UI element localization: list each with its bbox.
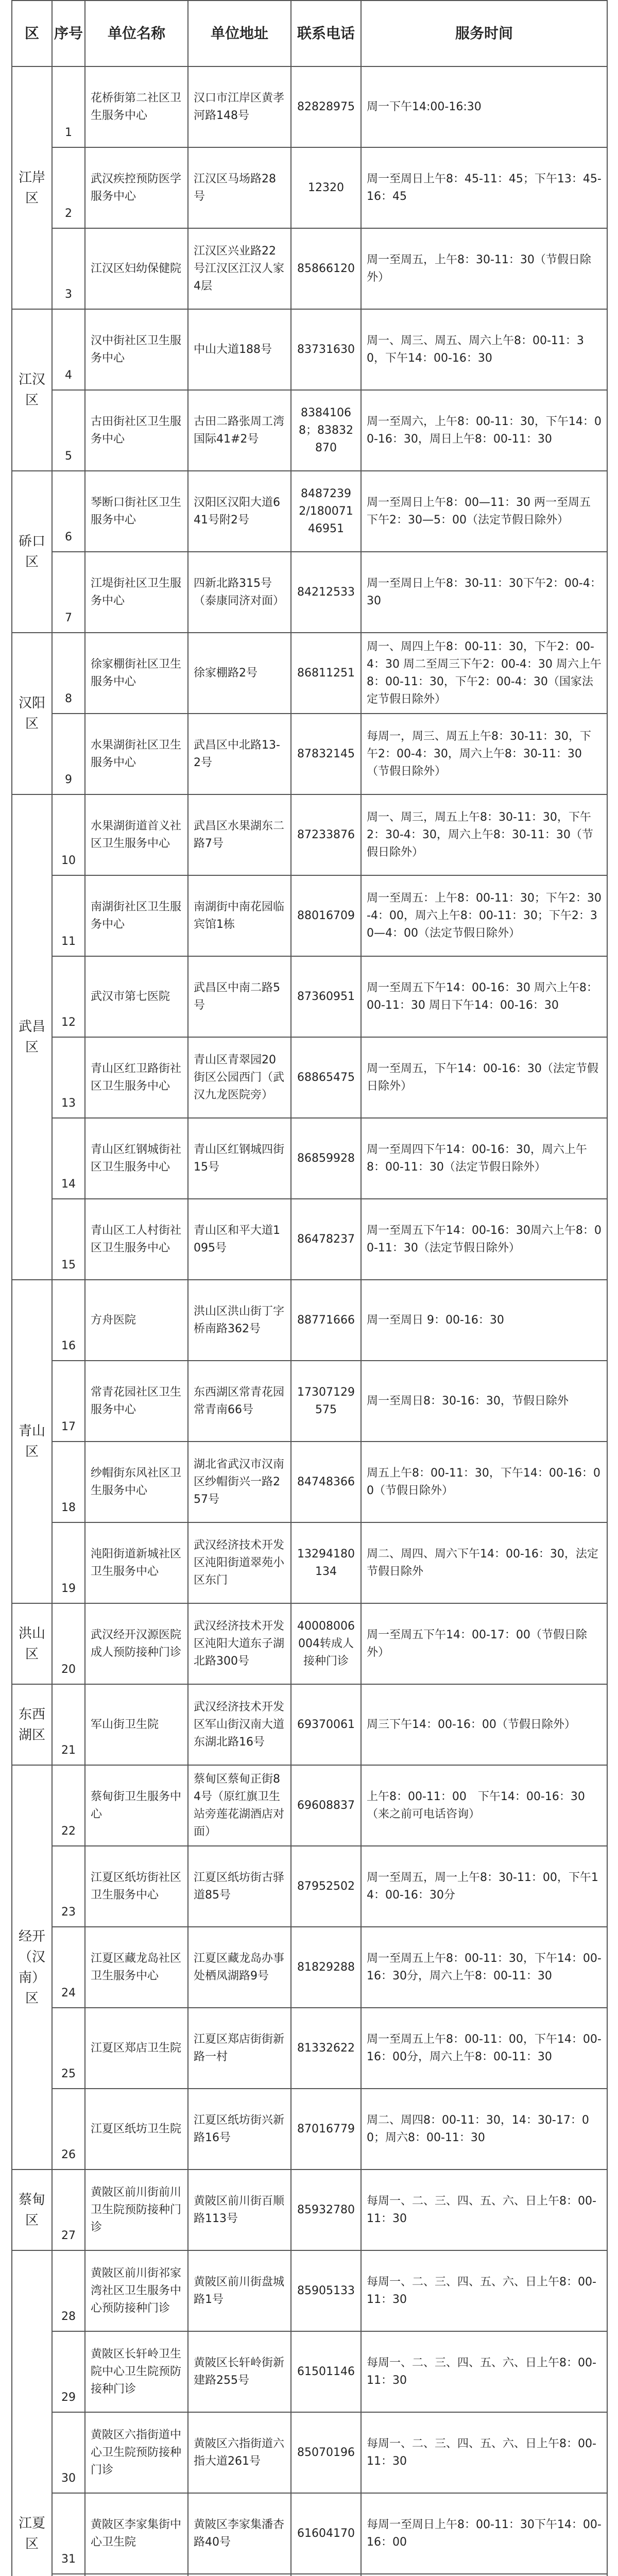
phone-number: 88016709 [291, 875, 361, 956]
service-time [361, 2574, 607, 2576]
row-number: 17 [52, 1361, 85, 1442]
service-time: 每周一、二、三、四、五、六、日上午8：00-11：30 [361, 2250, 607, 2331]
table-row [12, 1603, 607, 1684]
district-cell: 经开（汉南）区 [12, 1765, 52, 2170]
unit-address: 汉阳区汉阳大道641号附2号 [188, 471, 291, 552]
service-time: 周一至周五上午8：00-11：30，下午14：00-16：30分，周六上午8：00-11：30 [361, 1927, 607, 2008]
table-row [12, 1037, 607, 1118]
district-cell: 青山区 [12, 1280, 52, 1603]
table-row [12, 714, 607, 794]
row-number: 20 [52, 1603, 85, 1684]
service-time: 周一至周五，上午8：30-11：30（节假日除外） [361, 228, 607, 309]
unit-address: 汉口市江岸区黄孝河路148号 [188, 66, 291, 147]
row-number: 25 [52, 2008, 85, 2089]
table-row [12, 1280, 607, 1361]
row-number: 26 [52, 2089, 85, 2170]
unit-name: 徐家棚街社区卫生服务中心 [85, 633, 188, 714]
unit-address: 南湖街中南花园临宾馆1栋 [188, 875, 291, 956]
unit-name: 沌阳街道新城社区卫生服务中心 [85, 1522, 188, 1603]
unit-address: 黄陂区前川街百顺路113号 [188, 2170, 291, 2250]
phone-number: 83731630 [291, 309, 361, 390]
district-cell: 硚口区 [12, 471, 52, 633]
table-row [12, 1522, 607, 1603]
row-number: 6 [52, 471, 85, 552]
table-row [12, 1199, 607, 1280]
phone-number: 82828975 [291, 66, 361, 147]
table-row [12, 1927, 607, 2008]
service-time: 周一至周日8：30-16：30，节假日除外 [361, 1361, 607, 1442]
table-row [12, 2170, 607, 2250]
service-time: 每周一、二、三、四、五、六、日上午8：00-11：30 [361, 2170, 607, 2250]
unit-name: 江夏区郑店卫生院 [85, 2008, 188, 2089]
service-time: 每周一，周三、周五上午8：30-11：30，下午2：00-4：30，周六上午8：30-11：30（节假日除外） [361, 714, 607, 794]
phone-number: 86859928 [291, 1118, 361, 1199]
table-row [12, 2008, 607, 2089]
table-row [12, 552, 607, 633]
table-row [12, 1765, 607, 1846]
service-time: 周一至周日 9：00-16：30 [361, 1280, 607, 1361]
table-row [12, 1361, 607, 1442]
vaccination-sites-table [11, 0, 607, 2576]
row-number: 14 [52, 1118, 85, 1199]
unit-address: 古田二路张周工湾国际41#2号 [188, 390, 291, 471]
row-number: 28 [52, 2250, 85, 2331]
phone-number: 85866120 [291, 228, 361, 309]
table-row [12, 147, 607, 228]
unit-name: 纱帽街东风社区卫生服务中心 [85, 1442, 188, 1522]
unit-address: 江汉区马场路28号 [188, 147, 291, 228]
unit-address: 黄陂区前川街盘城路1号 [188, 2250, 291, 2331]
header-unit-name: 单位名称 [85, 1, 188, 66]
header-unit-address: 单位地址 [188, 1, 291, 66]
row-number: 19 [52, 1522, 85, 1603]
row-number: 8 [52, 633, 85, 714]
service-time: 周一至周五上午8：00-11：00，下午14：00-16：00分，周六上午8：00-11：30 [361, 2008, 607, 2089]
table-row [12, 794, 607, 875]
row-number: 27 [52, 2170, 85, 2250]
phone-number: 87360951 [291, 956, 361, 1037]
phone-number: 84872392/18007146951 [291, 471, 361, 552]
unit-address: 东西湖区常青花园常青南66号 [188, 1361, 291, 1442]
service-time: 周一至周四下午14：00-16：30，周六上午8：00-11：30（法定节假日除外） [361, 1118, 607, 1199]
row-number: 24 [52, 1927, 85, 2008]
service-time: 每周一、二、三、四、五、六、日上午8：00-11：30 [361, 2412, 607, 2493]
service-time: 每周一、二、三、四、五、六、日上午8：00-11：30 [361, 2331, 607, 2412]
unit-address: 江夏区纸坊街兴新路16号 [188, 2089, 291, 2170]
table-row [12, 390, 607, 471]
service-time: 周五上午8：00-11：30，下午14：00-16：00（节假日除外） [361, 1442, 607, 1522]
phone-number: 88771666 [291, 1280, 361, 1361]
unit-name: 方舟医院 [85, 1280, 188, 1361]
unit-name: 江夏区藏龙岛社区卫生服务中心 [85, 1927, 188, 2008]
unit-address: 武昌区中南二路5号 [188, 956, 291, 1037]
unit-name: 南湖街社区卫生服务中心 [85, 875, 188, 956]
unit-name: 黄陂区前川街前川卫生院预防接种门诊 [85, 2170, 188, 2250]
service-time: 周一至周日上午8：45-11：45；下午13：45-16：45 [361, 147, 607, 228]
unit-name: 黄陂区李家集街中心卫生院 [85, 2493, 188, 2574]
row-number: 3 [52, 228, 85, 309]
row-number: 2 [52, 147, 85, 228]
service-time: 周一至周日上午8：00—11：30 两一至周五下午2：30—5：00（法定节假日除外） [361, 471, 607, 552]
table-row [12, 956, 607, 1037]
unit-name: 青山区工人村街社区卫生服务中心 [85, 1199, 188, 1280]
unit-name: 蔡甸街卫生服务中心 [85, 1765, 188, 1846]
unit-name: 军山街卫生院 [85, 1684, 188, 1765]
unit-name: 黄陂区长轩岭卫生院中心卫生院预防接种门诊 [85, 2331, 188, 2412]
table-row [12, 1684, 607, 1765]
unit-address: 江汉区兴业路22号江汉区江汉人家4层 [188, 228, 291, 309]
phone-number: 85070196 [291, 2412, 361, 2493]
table-row [12, 2250, 607, 2331]
phone-number: 81829288 [291, 1927, 361, 2008]
phone-number: 17307129575 [291, 1361, 361, 1442]
phone-number: 87832145 [291, 714, 361, 794]
phone-number: 84748366 [291, 1442, 361, 1522]
phone-number: 81332622 [291, 2008, 361, 2089]
row-number: 23 [52, 1846, 85, 1927]
phone-number: 40008006004转成人接种门诊 [291, 1603, 361, 1684]
service-time: 周一至周日上午8：30-11：30下午2：00-4：30 [361, 552, 607, 633]
row-number: 15 [52, 1199, 85, 1280]
unit-address: 蔡甸区蔡甸正街84号（原红旗卫生站旁莲花湖酒店对面） [188, 1765, 291, 1846]
phone-number: 85905133 [291, 2250, 361, 2331]
unit-name [85, 2574, 188, 2576]
service-time: 周一至周五，周一上午8：30-11：00，下午14：00-16：30分 [361, 1846, 607, 1927]
header-district: 区 [12, 1, 52, 66]
table-row [12, 309, 607, 390]
header-row [12, 1, 607, 66]
service-time: 周一至周五下午14：00-17：00（节假日除外） [361, 1603, 607, 1684]
phone-number [291, 2574, 361, 2576]
phone-number: 87233876 [291, 794, 361, 875]
unit-name: 武汉市第七医院 [85, 956, 188, 1037]
service-time: 周二、周四、周六下午14：00-16：30，法定节假日除外 [361, 1522, 607, 1603]
unit-name: 水果湖街道首义社区卫生服务中心 [85, 794, 188, 875]
table-row [12, 1442, 607, 1522]
service-time: 周一至周六，上午8：00-11：30，下午14：00-16：30，周日上午8：00-11：30 [361, 390, 607, 471]
unit-address: 江夏区藏龙岛办事处栖凤湖路9号 [188, 1927, 291, 2008]
unit-name: 黄陂区六指街道中心卫生院预防接种门诊 [85, 2412, 188, 2493]
row-number: 7 [52, 552, 85, 633]
phone-number: 12320 [291, 147, 361, 228]
service-time: 周二、周四8：00-11：30，14：30-17：00；周六8：00-11：30 [361, 2089, 607, 2170]
district-cell: 汉阳区 [12, 633, 52, 794]
unit-address: 武昌区水果湖东二路7号 [188, 794, 291, 875]
phone-number: 87016779 [291, 2089, 361, 2170]
phone-number: 83841068；83832870 [291, 390, 361, 471]
unit-address: 青山区青翠园20街区公园西门（武汉九龙医院旁） [188, 1037, 291, 1118]
unit-address: 黄陂区长轩岭街新建路255号 [188, 2331, 291, 2412]
district-cell: 江岸区 [12, 66, 52, 309]
unit-address: 江夏区纸坊街古驿道85号 [188, 1846, 291, 1927]
unit-name: 常青花园社区卫生服务中心 [85, 1361, 188, 1442]
district-cell: 洪山区 [12, 1603, 52, 1684]
row-number: 21 [52, 1684, 85, 1765]
table-row [12, 2574, 607, 2576]
phone-number: 69608837 [291, 1765, 361, 1846]
unit-name: 琴断口街社区卫生服务中心 [85, 471, 188, 552]
service-time: 周一、周三，周五上午8：30-11：30，下午2：30-4：30，周六上午8：30-11：30（节假日除外） [361, 794, 607, 875]
row-number: 18 [52, 1442, 85, 1522]
phone-number: 85932780 [291, 2170, 361, 2250]
service-time: 周一至周五，下午14：00-16：30（法定节假日除外） [361, 1037, 607, 1118]
unit-address: 武昌区中北路13-2号 [188, 714, 291, 794]
unit-address: 洪山区洪山街丁字桥南路362号 [188, 1280, 291, 1361]
row-number: 22 [52, 1765, 85, 1846]
phone-number: 84212533 [291, 552, 361, 633]
phone-number: 87952502 [291, 1846, 361, 1927]
unit-address: 武汉经济技术开发区沌阳街道翠苑小区东门 [188, 1522, 291, 1603]
row-number: 30 [52, 2412, 85, 2493]
district-cell: 江夏区 [12, 2250, 52, 2576]
unit-address: 四新北路315号（泰康同济对面） [188, 552, 291, 633]
table-row [12, 2493, 607, 2574]
phone-number: 13294180134 [291, 1522, 361, 1603]
service-time: 每周一至周日上午8：00-11：30下午14：00-16：00 [361, 2493, 607, 2574]
unit-name: 江堤街社区卫生服务中心 [85, 552, 188, 633]
row-number: 9 [52, 714, 85, 794]
row-number [52, 2574, 85, 2576]
table-row [12, 2089, 607, 2170]
district-cell: 蔡甸区 [12, 2170, 52, 2250]
table-row [12, 66, 607, 147]
district-cell: 东西湖区 [12, 1684, 52, 1765]
unit-address [188, 2574, 291, 2576]
service-time: 周一、周四上午8：00-11：30，下午2：00-4：30 周二至周三下午2：00-4：30 周六上午8：00-11：30，下午2：00-4：30（国家法定节假日除外） [361, 633, 607, 714]
unit-name: 汉中街社区卫生服务中心 [85, 309, 188, 390]
table-row [12, 2412, 607, 2493]
table-row [12, 1118, 607, 1199]
service-time: 周一至周五：上午8：00-11：30；下午2：30-4：00，周六上午8：00-11：30；下午2：30—4：00（法定节假日除外） [361, 875, 607, 956]
row-number: 11 [52, 875, 85, 956]
unit-address: 武汉经济技术开发区沌阳大道东子湖北路300号 [188, 1603, 291, 1684]
unit-name: 江夏区纸坊街社区卫生服务中心 [85, 1846, 188, 1927]
unit-address: 徐家棚路2号 [188, 633, 291, 714]
table-row [12, 875, 607, 956]
unit-address: 中山大道188号 [188, 309, 291, 390]
unit-name: 武汉疾控预防医学服务中心 [85, 147, 188, 228]
unit-name: 青山区红钢城街社区卫生服务中心 [85, 1118, 188, 1199]
phone-number: 69370061 [291, 1684, 361, 1765]
table-row [12, 2331, 607, 2412]
header-service-time: 服务时间 [361, 1, 607, 66]
row-number: 12 [52, 956, 85, 1037]
table-row [12, 228, 607, 309]
phone-number: 86478237 [291, 1199, 361, 1280]
unit-name: 花桥街第二社区卫生服务中心 [85, 66, 188, 147]
district-cell: 武昌区 [12, 794, 52, 1280]
service-time: 周一至周五下午14：00-16：30周六上午8：00-11：30（法定节假日除外） [361, 1199, 607, 1280]
unit-address: 江夏区郑店街街新路一村 [188, 2008, 291, 2089]
unit-address: 黄陂区李家集潘杏路40号 [188, 2493, 291, 2574]
unit-address: 武汉经济技术开发区军山街汉南大道东湖北路16号 [188, 1684, 291, 1765]
row-number: 16 [52, 1280, 85, 1361]
district-cell: 江汉区 [12, 309, 52, 471]
unit-address: 黄陂区六指街道六指大道261号 [188, 2412, 291, 2493]
row-number: 4 [52, 309, 85, 390]
unit-name: 黄陂区前川街祁家湾社区卫生服务中心预防接种门诊 [85, 2250, 188, 2331]
service-time: 周一至周五下午14：00-16：30 周六上午8：00-11：30 周日下午14：00-16：30 [361, 956, 607, 1037]
service-time: 周一、周三、周五、周六上午8：00-11：30，下午14：00-16：30 [361, 309, 607, 390]
unit-name: 江汉区妇幼保健院 [85, 228, 188, 309]
unit-address: 湖北省武汉市汉南区纱帽街兴一路257号 [188, 1442, 291, 1522]
table-body [12, 66, 607, 2576]
row-number: 1 [52, 66, 85, 147]
service-time: 周一下午14:00-16:30 [361, 66, 607, 147]
unit-name: 古田街社区卫生服务中心 [85, 390, 188, 471]
service-time: 周三下午14：00-16：00（节假日除外） [361, 1684, 607, 1765]
phone-number: 61604170 [291, 2493, 361, 2574]
unit-name: 武汉经开汉源医院成人预防接种门诊 [85, 1603, 188, 1684]
unit-name: 青山区红卫路街社区卫生服务中心 [85, 1037, 188, 1118]
unit-address: 青山区红钢城四街15号 [188, 1118, 291, 1199]
phone-number: 86811251 [291, 633, 361, 714]
unit-address: 青山区和平大道1095号 [188, 1199, 291, 1280]
row-number: 10 [52, 794, 85, 875]
table-row [12, 1846, 607, 1927]
header-phone: 联系电话 [291, 1, 361, 66]
row-number: 5 [52, 390, 85, 471]
unit-name: 水果湖街社区卫生服务中心 [85, 714, 188, 794]
phone-number: 68865475 [291, 1037, 361, 1118]
table-row [12, 471, 607, 552]
unit-name: 江夏区纸坊卫生院 [85, 2089, 188, 2170]
row-number: 13 [52, 1037, 85, 1118]
row-number: 31 [52, 2493, 85, 2574]
header-number: 序号 [52, 1, 85, 66]
table-row [12, 633, 607, 714]
phone-number: 61501146 [291, 2331, 361, 2412]
service-time: 上午8：00-11：00 下午14：00-16：30（来之前可电话咨询） [361, 1765, 607, 1846]
row-number: 29 [52, 2331, 85, 2412]
